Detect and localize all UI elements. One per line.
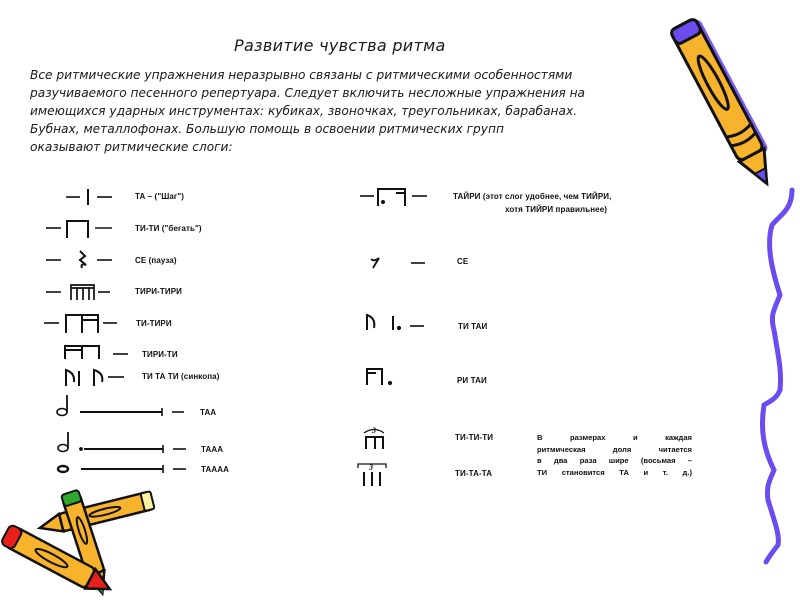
intro-line: Все ритмические упражнения неразрывно связаны с ритмическими особенностями	[30, 68, 573, 82]
squiggle-line-icon	[700, 190, 800, 570]
intro-line: разучиваемого песенного репертуара. Следует включить несложные упражнения на	[30, 86, 586, 100]
syllable-label: ТИ ТАИ	[458, 322, 488, 331]
sixteenth-dotted-eighth-icon	[367, 369, 391, 385]
intro-line: оказывают ритмические слоги:	[30, 140, 233, 154]
syllable-label: ТАААА	[201, 465, 229, 474]
syllable-label: ТААА	[201, 445, 224, 454]
note-line: ТИ становится ТА и т. д.)	[537, 467, 692, 477]
crossed-pencils-icon	[0, 485, 170, 600]
syllable-label: СЕ	[457, 257, 469, 266]
dotted-eighth-sixteenth-icon	[360, 189, 427, 206]
intro-line: Бубнах, металлофонах. Большую помощь в освоении ритмических групп	[30, 122, 504, 136]
syllable-label: ТАЙРИ (этот слог удобнее, чем ТИЙРИ,	[453, 192, 612, 201]
syllable-label: СЕ (пауза)	[135, 256, 177, 265]
syllable-label: ТИ-ТА-ТА	[455, 469, 493, 478]
eighth-dotted-quarter-icon	[367, 315, 424, 330]
note-line: в два раза шире (восьмая –	[537, 456, 692, 465]
triplet-note	[537, 432, 692, 478]
syllable-label: ТИ-ТИРИ	[136, 319, 172, 328]
syllable-label: ТА – ("Шаг")	[135, 192, 184, 201]
note-line: ритмическая доля читается	[537, 444, 692, 454]
syllable-label: ТИ-ТИ-ТИ	[455, 433, 494, 442]
triplet-number: 3	[369, 463, 373, 472]
syllable-label: ТИРИ-ТИРИ	[135, 287, 183, 296]
syllable-label: РИ ТАИ	[457, 376, 487, 385]
eighth-rest-icon	[371, 258, 425, 268]
syllable-label: ТАА	[200, 408, 217, 417]
triplet-number: 3	[372, 426, 376, 435]
note-line: В размерах и каждая	[537, 433, 692, 442]
slide-title: Развитие чувства ритма	[234, 36, 446, 55]
syllable-label: хотя ТИЙРИ правильнее)	[505, 205, 608, 214]
syllable-label: ТИРИ-ТИ	[142, 350, 178, 359]
syllable-label: ТИ-ТИ ("бегать")	[135, 224, 202, 233]
syllable-label: ТИ ТА ТИ (синкопа)	[142, 372, 220, 381]
intro-line: имеющихся ударных инструментах: кубиках, звоночках, треугольниках, барабанах.	[30, 104, 578, 118]
pencil-large-icon	[660, 0, 800, 220]
